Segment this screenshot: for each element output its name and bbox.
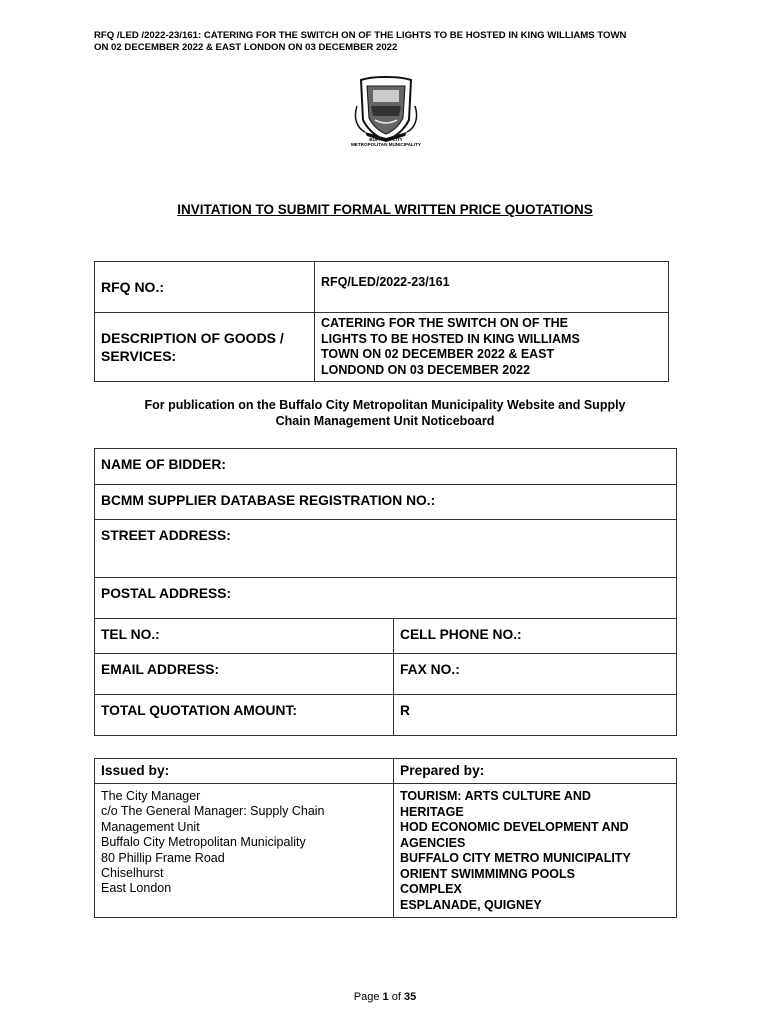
issued-line: c/o The General Manager: Supply Chain — [101, 804, 325, 819]
prepared-by-label: Prepared by: — [394, 759, 677, 784]
page-current: 1 — [382, 991, 389, 1003]
issued-line: The City Manager — [101, 789, 201, 803]
description-label — [95, 329, 314, 365]
document-header — [94, 30, 694, 53]
page-number-footer — [0, 991, 770, 1003]
prepared-line: ORIENT SWIMMIMNG POOLS — [400, 866, 575, 881]
total-quotation-amount-field[interactable]: R — [394, 695, 677, 736]
description-label-line-2: SERVICES: — [101, 348, 177, 364]
issued-line: Chiselhurst — [101, 866, 164, 881]
prepared-line: BUFFALO CITY METRO MUNICIPALITY — [400, 851, 631, 865]
description-value — [315, 313, 668, 378]
description-value-line-4: LONDOND ON 03 DECEMBER 2022 — [321, 362, 531, 377]
prepared-by-address — [400, 789, 670, 913]
prepared-line: AGENCIES — [400, 835, 466, 850]
prepared-line: TOURISM: ARTS CULTURE AND — [400, 789, 591, 803]
street-address-field[interactable]: STREET ADDRESS: — [95, 520, 677, 578]
prepared-line: HOD ECONOMIC DEVELOPMENT AND — [400, 820, 629, 834]
cell-phone-field[interactable]: CELL PHONE NO.: — [394, 619, 677, 654]
description-value-line-3: TOWN ON 02 DECEMBER 2022 & EAST — [321, 347, 555, 361]
email-address-field[interactable]: EMAIL ADDRESS: — [95, 654, 394, 695]
header-line-1: RFQ /LED /2022-23/161: CATERING FOR THE SWITCH ON OF THE LIGHTS TO BE HOSTED IN KING WILLIAMS TOWN — [94, 30, 627, 41]
publication-note — [94, 397, 676, 429]
publication-line-1: For publication on the Buffalo City Metropolitan Municipality Website and Supply — [144, 398, 626, 412]
of-word: of — [391, 991, 401, 1003]
issued-line: Buffalo City Metropolitan Municipality — [101, 835, 306, 850]
rfq-details-table — [94, 261, 669, 382]
issued-line: 80 Phillip Frame Road — [101, 850, 225, 865]
prepared-line: ESPLANADE, QUIGNEY — [400, 897, 542, 912]
logo-caption-line-1: BUFFALO CITY — [369, 137, 403, 142]
issued-by-label: Issued by: — [95, 759, 394, 784]
document-title: INVITATION TO SUBMIT FORMAL WRITTEN PRICE QUOTATIONS — [177, 202, 593, 217]
description-value-line-1: CATERING FOR THE SWITCH ON OF THE — [321, 316, 568, 330]
bidder-name-field[interactable]: NAME OF BIDDER: — [95, 449, 677, 485]
postal-address-field[interactable]: POSTAL ADDRESS: — [95, 578, 677, 619]
tel-number-field[interactable]: TEL NO.: — [95, 619, 394, 654]
description-value-line-2: LIGHTS TO BE HOSTED IN KING WILLIAMS — [321, 331, 580, 346]
fax-number-field[interactable]: FAX NO.: — [394, 654, 677, 695]
header-line-2: ON 02 DECEMBER 2022 & EAST LONDON ON 03 DECEMBER 2022 — [94, 41, 398, 53]
issued-line: East London — [101, 881, 172, 896]
publication-line-2: Chain Management Unit Noticeboard — [275, 414, 495, 428]
total-quotation-amount-label: TOTAL QUOTATION AMOUNT: — [95, 695, 394, 736]
bidder-details-table — [94, 448, 677, 736]
logo-caption — [330, 137, 442, 148]
issued-by-address — [101, 789, 387, 897]
rfq-number-label: RFQ NO.: — [101, 279, 164, 295]
prepared-line: HERITAGE — [400, 804, 464, 819]
issued-line: Management Unit — [101, 819, 200, 834]
issued-prepared-table — [94, 758, 677, 918]
rfq-number-value: RFQ/LED/2022-23/161 — [321, 275, 450, 289]
logo-caption-line-2: METROPOLITAN MUNICIPALITY — [350, 142, 421, 148]
registration-number-field[interactable]: BCMM SUPPLIER DATABASE REGISTRATION NO.: — [95, 485, 677, 520]
prepared-line: COMPLEX — [400, 882, 462, 896]
description-label-line-1: DESCRIPTION OF GOODS / — [101, 330, 284, 346]
page-word: Page — [353, 991, 380, 1003]
page-total: 35 — [403, 991, 417, 1003]
